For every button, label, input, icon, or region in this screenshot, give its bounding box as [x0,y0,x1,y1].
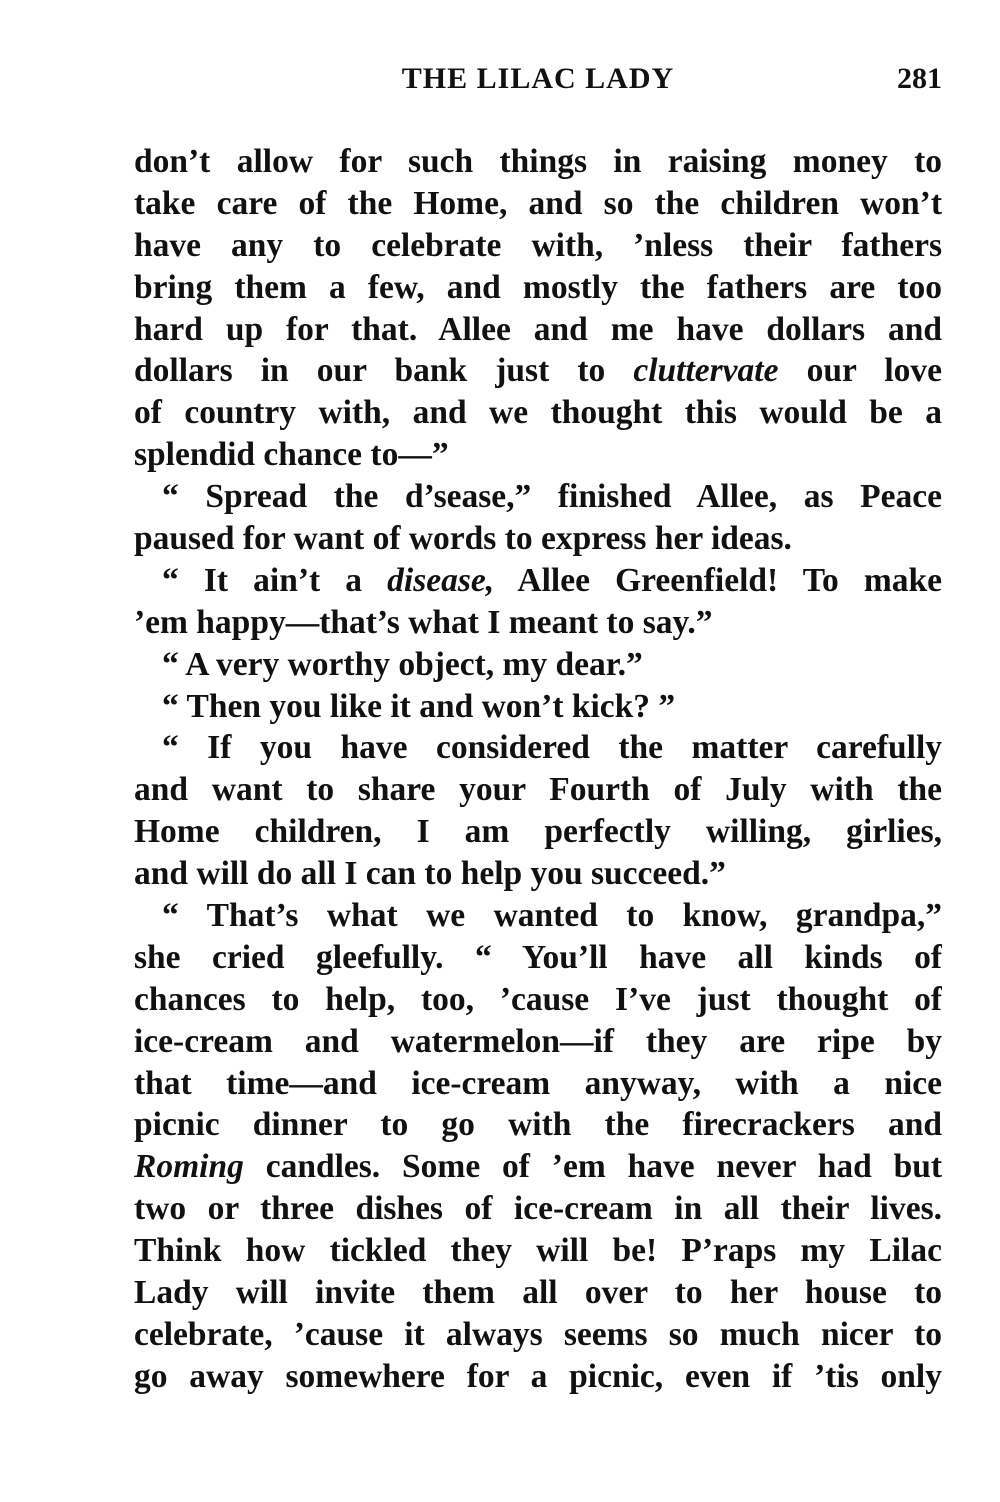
text-line [134,1146,942,1188]
text-line [134,141,942,183]
text-segment: splendid chance to—” [134,436,449,474]
italic-text: Roming [134,1148,244,1186]
text-segment: of country with, and we thought this would be a [134,394,942,432]
italic-text: disease, [387,561,495,599]
text-segment: go away somewhere for a picnic, even if ’tis only [134,1357,942,1395]
text-segment: “ It ain’t a [162,561,388,599]
text-segment: Lady will invite them all over to her house to [134,1274,942,1312]
text-line [134,434,942,476]
text-segment: ice-cream and watermelon—if they are ripe by [134,1022,942,1060]
text-line [134,727,942,769]
text-segment: and want to share your Fourth of July with the [134,771,942,809]
text-segment: hard up for that. Allee and me have dollars and [134,310,942,348]
text-line [134,686,942,728]
text-line [134,1230,942,1272]
text-segment: that time—and ice-cream anyway, with a nice [134,1064,942,1102]
text-line [134,1314,942,1356]
text-line [134,225,942,267]
text-segment: Think how tickled they will be! P’raps my Lilac [134,1232,942,1270]
text-line [134,1356,942,1398]
text-segment: our love [778,352,942,390]
italic-text: cluttervate [633,352,779,390]
text-line [134,350,942,392]
text-line [134,183,942,225]
text-line [134,853,942,895]
text-segment: take care of the Home, and so the children won’t [134,184,942,222]
text-line [134,769,942,811]
page-number: 281 [897,62,942,95]
text-segment: “ If you have considered the matter carefully [162,729,942,767]
text-line [134,392,942,434]
text-segment: “ A very worthy object, my dear.” [162,645,643,683]
text-segment: don’t allow for such things in raising money to [134,143,942,180]
text-segment: ’em happy—that’s what I meant to say.” [134,603,713,641]
text-segment: she cried gleefully. “ You’ll have all kinds of [134,938,942,976]
text-segment: “ Spread the d’sease,” finished Allee, as Peace [162,478,942,516]
text-line [134,1021,942,1063]
body-text [134,141,942,1398]
text-segment: candles. Some of ’em have never had but [243,1148,942,1186]
text-segment: “ That’s what we wanted to know, grandpa,” [162,897,942,935]
text-line [134,1104,942,1146]
text-segment: chances to help, too, ’cause I’ve just thought of [134,980,942,1018]
page-header [134,62,942,102]
text-line [134,895,942,937]
text-segment: two or three dishes of ice-cream in all their lives. [134,1190,942,1228]
text-segment: have any to celebrate with, ’nless their fathers [134,226,942,264]
text-segment: dollars in our bank just to [134,352,634,390]
text-line [134,309,942,351]
text-line [134,937,942,979]
text-segment: bring them a few, and mostly the fathers are too [134,268,942,306]
text-line [134,644,942,686]
text-segment: paused for want of words to express her ideas. [134,520,792,558]
text-segment: “ Then you like it and won’t kick? ” [162,687,676,725]
text-line [134,267,942,309]
text-line [134,1188,942,1230]
text-line [134,602,942,644]
text-segment: picnic dinner to go with the firecrackers and [134,1106,942,1144]
text-line [134,811,942,853]
text-line [134,1063,942,1105]
text-segment: celebrate, ’cause it always seems so much nicer to [134,1315,942,1353]
text-segment: Allee Greenfield! To make [494,561,942,599]
text-segment: Home children, I am perfectly willing, girlies, [134,813,942,851]
text-line [134,476,942,518]
text-line [134,979,942,1021]
text-line [134,1272,942,1314]
text-segment: and will do all I can to help you succeed.” [134,855,726,893]
text-line [134,560,942,602]
running-title: THE LILAC LADY [401,62,675,95]
text-line [134,518,942,560]
